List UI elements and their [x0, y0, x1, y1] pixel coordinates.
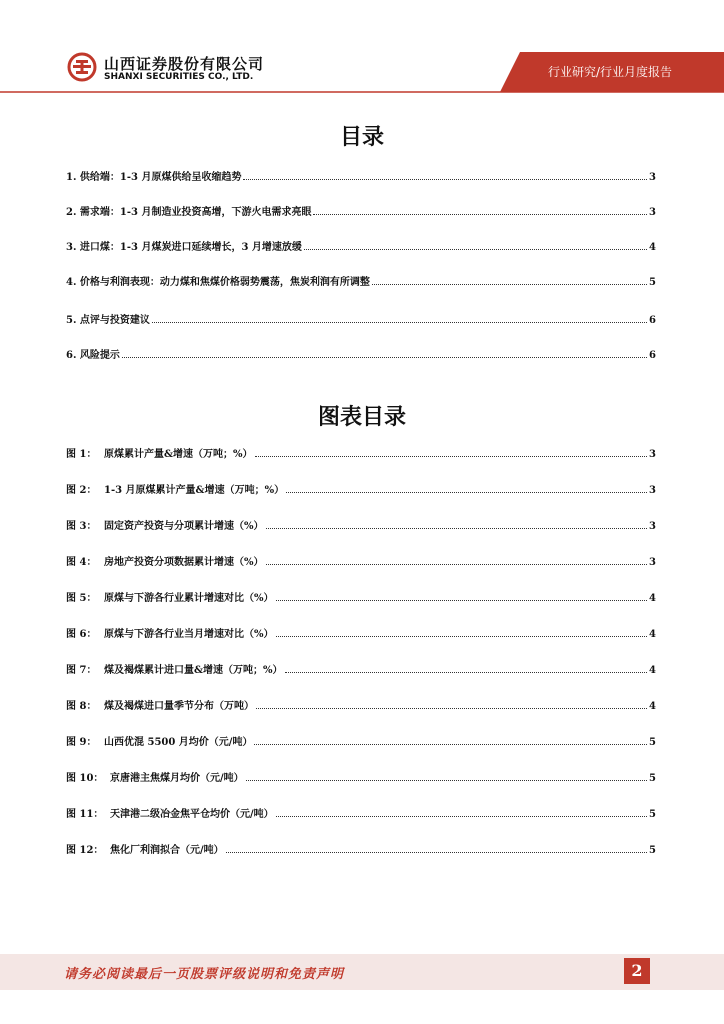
shanxi-securities-logo-icon [67, 52, 97, 82]
dot-leader [313, 206, 647, 215]
figure-item[interactable] [66, 445, 656, 461]
figure-caption: 京唐港主焦煤月均价（元/吨） [110, 773, 244, 784]
figure-number: 图 8： [66, 701, 97, 712]
figure-number: 图 1： [66, 449, 97, 460]
dot-leader [276, 808, 647, 817]
toc-item[interactable] [66, 273, 656, 289]
toc-title: 目录 [339, 125, 384, 150]
figure-caption: 焦化厂利润拟合（元/吨） [110, 845, 224, 856]
figure-page: 4 [649, 665, 656, 676]
figure-number: 图 6： [66, 629, 97, 640]
figure-item[interactable] [66, 661, 656, 677]
figure-page: 3 [649, 557, 656, 568]
figure-item[interactable] [66, 553, 656, 569]
figure-item[interactable] [66, 733, 656, 749]
toc-item-label: 3. 进口煤：1-3 月煤炭进口延续增长，3 月增速放缓 [66, 242, 302, 253]
figure-page: 3 [649, 521, 656, 532]
figure-item[interactable] [66, 805, 656, 821]
dot-leader [304, 241, 647, 250]
figure-number: 图 3： [66, 521, 97, 532]
figure-page: 5 [649, 737, 656, 748]
dot-leader [266, 520, 648, 529]
dot-leader [226, 844, 647, 853]
figure-caption: 煤及褐煤进口量季节分布（万吨） [104, 701, 254, 712]
toc-item[interactable] [66, 168, 656, 184]
figure-number: 图 7： [66, 665, 97, 676]
figure-item[interactable] [66, 481, 656, 497]
figure-item[interactable] [66, 697, 656, 713]
toc-item-page: 3 [649, 207, 656, 218]
figure-number: 图 9： [66, 737, 97, 748]
dot-leader [122, 349, 647, 358]
figure-page: 5 [649, 845, 656, 856]
toc-item[interactable] [66, 203, 656, 219]
figure-page: 4 [649, 701, 656, 712]
header-accent-band [0, 0, 724, 100]
toc-item[interactable] [66, 346, 656, 362]
figure-number: 图 4： [66, 557, 97, 568]
toc-item-label: 5. 点评与投资建议 [66, 315, 150, 326]
figure-caption: 天津港二级冶金焦平仓均价（元/吨） [110, 809, 274, 820]
figure-caption: 山西优混 5500 月均价（元/吨） [104, 737, 253, 748]
figure-caption: 煤及褐煤累计进口量&增速（万吨；%） [104, 665, 283, 676]
figure-caption: 原煤与下游各行业累计增速对比（%） [104, 593, 274, 604]
figure-page: 3 [649, 485, 656, 496]
toc-item-label: 2. 需求端：1-3 月制造业投资高增，下游火电需求亮眼 [66, 207, 312, 218]
toc-item-label: 6. 风险提示 [66, 350, 120, 361]
toc-item-page: 4 [649, 242, 656, 253]
figure-number: 图 10： [66, 773, 104, 784]
figure-number: 图 11： [66, 809, 104, 820]
dot-leader [276, 592, 648, 601]
figure-item[interactable] [66, 841, 656, 857]
dot-leader [256, 700, 647, 709]
figure-number: 图 12： [66, 845, 104, 856]
company-name-en: SHANXI SECURITIES CO., LTD. [104, 72, 254, 82]
dot-leader [246, 772, 647, 781]
figure-item[interactable] [66, 625, 656, 641]
dot-leader [255, 448, 648, 457]
figure-page: 3 [649, 449, 656, 460]
figure-caption: 原煤累计产量&增速（万吨；%） [104, 449, 253, 460]
page-header [0, 0, 724, 100]
toc-item[interactable] [66, 238, 656, 254]
dot-leader [152, 314, 647, 323]
toc-item[interactable] [66, 311, 656, 327]
figure-item[interactable] [66, 769, 656, 785]
toc-item-page: 3 [649, 172, 656, 183]
figure-item[interactable] [66, 517, 656, 533]
figure-page: 4 [649, 593, 656, 604]
figure-caption: 固定资产投资与分项累计增速（%） [104, 521, 264, 532]
toc-item-label: 1. 供给端：1-3 月原煤供给呈收缩趋势 [66, 172, 242, 183]
figures-toc-title: 图表目录 [317, 405, 406, 430]
dot-leader [286, 484, 647, 493]
dot-leader [254, 736, 647, 745]
dot-leader [276, 628, 648, 637]
figure-caption: 原煤与下游各行业当月增速对比（%） [104, 629, 274, 640]
toc-item-page: 5 [649, 277, 656, 288]
dot-leader [285, 664, 648, 673]
dot-leader [243, 171, 647, 180]
figure-page: 4 [649, 629, 656, 640]
figure-number: 图 2： [66, 485, 97, 496]
toc-item-page: 6 [649, 315, 656, 326]
figure-item[interactable] [66, 589, 656, 605]
figure-page: 5 [649, 809, 656, 820]
company-name-cn: 山西证券股份有限公司 [104, 55, 265, 73]
toc-item-page: 6 [649, 350, 656, 361]
figure-number: 图 5： [66, 593, 97, 604]
dot-leader [266, 556, 648, 565]
toc-item-label: 4. 价格与利润表现：动力煤和焦煤价格弱势震荡，焦炭利润有所调整 [66, 277, 370, 288]
dot-leader [372, 276, 647, 285]
figure-caption: 1-3 月原煤累计产量&增速（万吨；%） [104, 485, 285, 496]
page-number: 2 [624, 958, 650, 984]
figure-caption: 房地产投资分项数据累计增速（%） [104, 557, 264, 568]
report-type-label: 行业研究/行业月度报告 [547, 65, 672, 79]
figure-page: 5 [649, 773, 656, 784]
footer-disclaimer[interactable]: 请务必阅读最后一页股票评级说明和免责声明 [64, 967, 345, 982]
